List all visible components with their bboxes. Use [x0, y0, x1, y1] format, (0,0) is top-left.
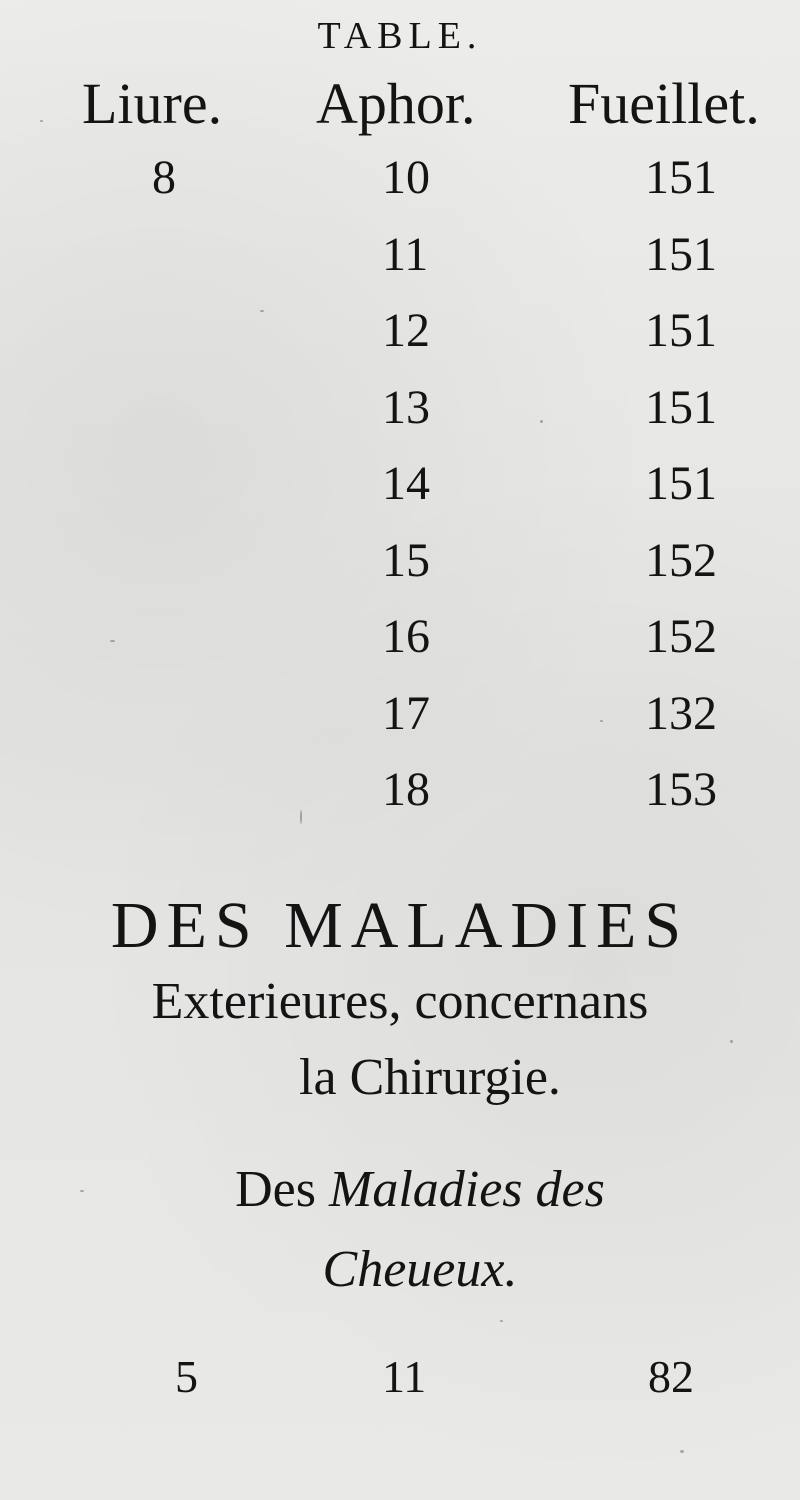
cell-aphor: 12 [382, 304, 430, 357]
paper-speck [680, 1450, 684, 1453]
table-row [0, 227, 800, 304]
cell-liure: 8 [152, 151, 176, 204]
section-title-word: Des [235, 1161, 316, 1218]
table-row [0, 150, 800, 227]
section-subheading-line1: Exterieures, concernans [151, 973, 649, 1030]
cell-fueillet: 151 [645, 151, 717, 204]
cell-aphor: 11 [382, 227, 429, 281]
running-title: TABLE. [317, 15, 483, 57]
section-title-line2: Cheueux. [322, 1241, 518, 1298]
table-row [0, 456, 800, 533]
table-row [0, 303, 800, 380]
table-row [0, 762, 800, 839]
cell-aphor: 13 [382, 380, 430, 434]
column-header-aphor: Aphor. [316, 71, 476, 136]
cell-aphor: 15 [382, 533, 430, 587]
section-subheading-line2: la Chirurgie. [299, 1049, 561, 1106]
table-row [0, 533, 800, 610]
cell-fueillet: 151 [645, 380, 717, 434]
paper-speck [500, 1320, 503, 1322]
cell-aphor: 14 [382, 457, 430, 510]
cell-fueillet: 153 [645, 763, 717, 816]
cell-liure: 5 [175, 1351, 198, 1402]
column-header-liure: Liure. [82, 71, 223, 136]
cell-fueillet: 152 [645, 533, 717, 587]
cell-fueillet: 151 [645, 457, 717, 510]
cell-aphor: 17 [382, 686, 430, 740]
cell-aphor: 18 [382, 763, 430, 816]
table-row [0, 686, 800, 763]
section-title-line1 [0, 1160, 800, 1219]
paper-speck [40, 120, 43, 122]
table-row [0, 380, 800, 457]
cell-fueillet: 152 [645, 610, 717, 663]
cell-fueillet: 151 [645, 227, 717, 281]
cell-aphor: 16 [382, 610, 430, 663]
section-title-word: Maladies [329, 1161, 523, 1218]
cell-fueillet: 82 [648, 1351, 694, 1402]
table-row [0, 1350, 800, 1420]
index-table [0, 150, 800, 839]
section-heading: DES MALADIES [110, 889, 690, 962]
cell-fueillet: 132 [645, 686, 717, 740]
section-title-word: des [535, 1161, 605, 1218]
cell-fueillet: 151 [645, 304, 717, 357]
cell-aphor: 11 [382, 1351, 427, 1402]
paper-speck [730, 1040, 733, 1043]
table-row [0, 609, 800, 686]
cell-aphor: 10 [382, 151, 430, 204]
column-header-fueillet: Fueillet. [568, 71, 760, 136]
